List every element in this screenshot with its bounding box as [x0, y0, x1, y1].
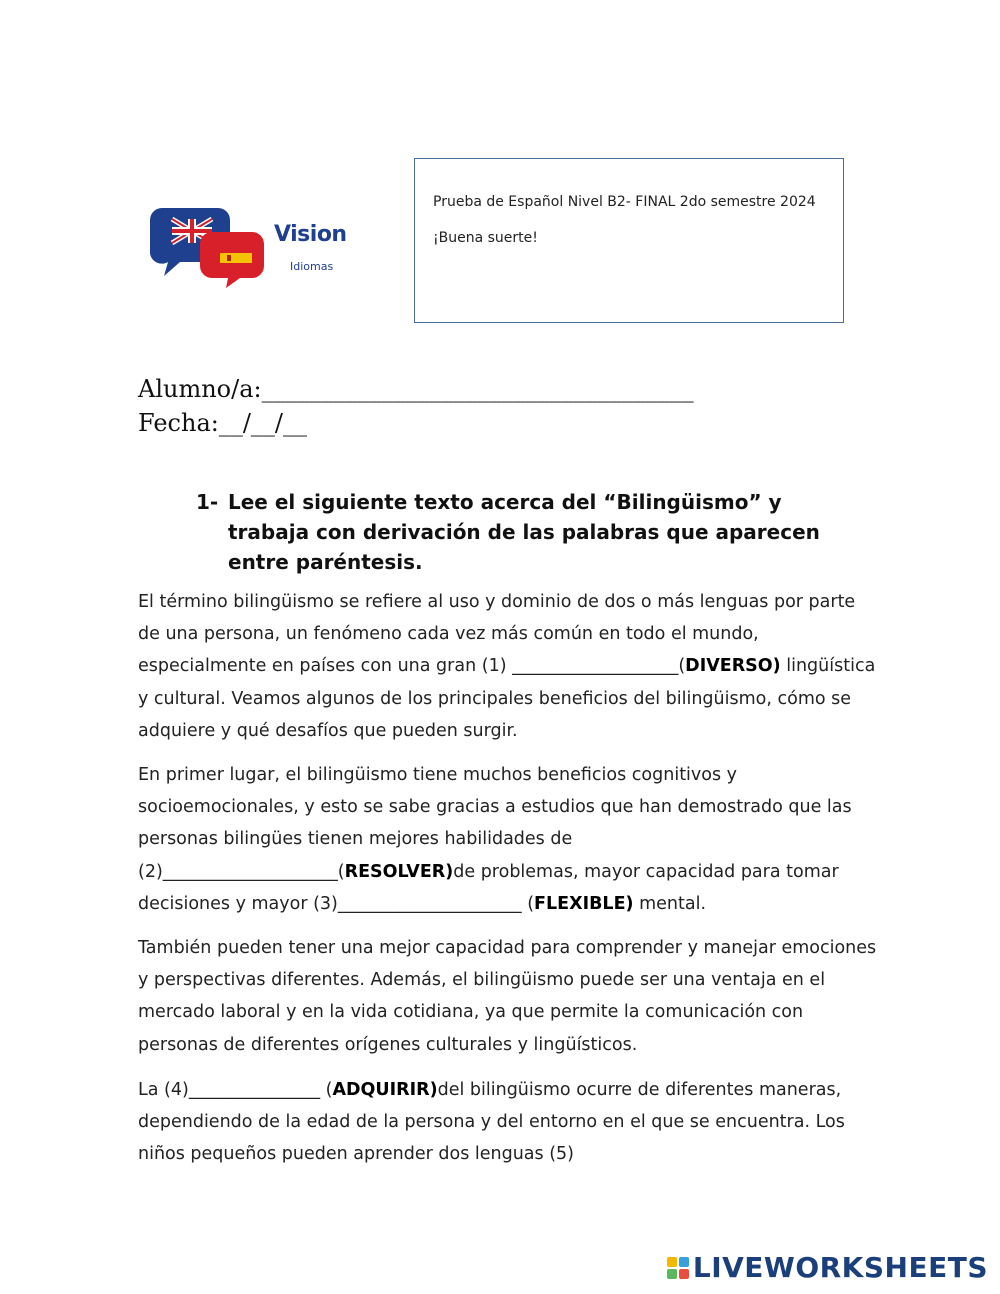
keyword-adquirir: ADQUIRIR): [332, 1080, 438, 1100]
paragraph-1-text-a: El término bilingüismo se refiere al uso y dominio de dos o más lenguas por parte de una persona, un fenómeno cada vez más común en todo el mundo, especialmente en países con una gran (1) ___________________(: [138, 592, 856, 677]
paragraph-4-text-b: del bilingüismo ocurre de diferentes maneras, dependiendo de la edad de la persona y del entorno en el que se encuentra. Los niños pequeños pueden aprender dos lenguas (5): [138, 1080, 845, 1165]
keyword-flexible: FLEXIBLE): [534, 893, 634, 914]
exam-title: Prueba de Español Nivel B2- FINAL 2do semestre 2024: [433, 194, 816, 210]
liveworksheets-brand: [667, 1251, 988, 1284]
paragraph-4: [138, 1074, 878, 1171]
paragraph-3-text: También pueden tener una mejor capacidad para comprender y manejar emociones y perspectivas diferentes. Además, el bilingüismo puede ser una ventaja en el mercado laboral y en la vida cotidiana, ya que permite la comunicación con personas de diferentes orígenes culturales y lingüísticos.: [138, 938, 877, 1055]
question-number: 1-: [196, 490, 219, 514]
paragraph-4-text-a: La (4)_______________ (: [138, 1080, 333, 1100]
logo-subtitle-text: Idiomas: [290, 260, 334, 273]
student-info: [138, 372, 694, 440]
paragraph-1-text-b: lingüística y cultural. Veamos algunos de los principales beneficios del bilingüismo, cómo se adquiere y qué desafíos que pueden surgir.: [138, 656, 876, 741]
paragraph-2: [138, 759, 878, 920]
exam-header-box: [414, 158, 844, 323]
keyword-resolver: RESOLVER): [344, 861, 454, 882]
paragraph-2-text-a: En primer lugar, el bilingüismo tiene muchos beneficios cognitivos y socioemocionales, y esto se sabe gracias a estudios que han demostrado que las personas bilingües tienen mejores habilidades de (2)____________________(: [138, 765, 852, 882]
vision-idiomas-logo: [150, 200, 360, 290]
question-text: Lee el siguiente texto acerca del “Bilingüismo” y trabaja con derivación de las palabras que aparecen entre paréntesis.: [228, 490, 820, 574]
question-1-instructions: [196, 487, 856, 577]
date-field[interactable]: Fecha:__/__/__: [138, 409, 308, 437]
good-luck-text: ¡Buena suerte!: [433, 230, 538, 246]
liveworksheets-wordmark: LIVEWORKSHEETS: [692, 1251, 988, 1284]
student-name-field[interactable]: Alumno/a:____________________________________: [138, 375, 694, 403]
paragraph-1: [138, 586, 878, 747]
liveworksheets-logo-icon: [667, 1257, 689, 1279]
paragraph-3: [138, 932, 878, 1061]
paragraph-2-text-c: mental.: [633, 893, 707, 914]
paragraph-2-text-b: de problemas, mayor capacidad para tomar decisiones y mayor (3)_____________________ (: [138, 861, 839, 914]
keyword-diverso: DIVERSO): [685, 656, 781, 677]
logo-brand-text: Vision: [274, 222, 347, 247]
